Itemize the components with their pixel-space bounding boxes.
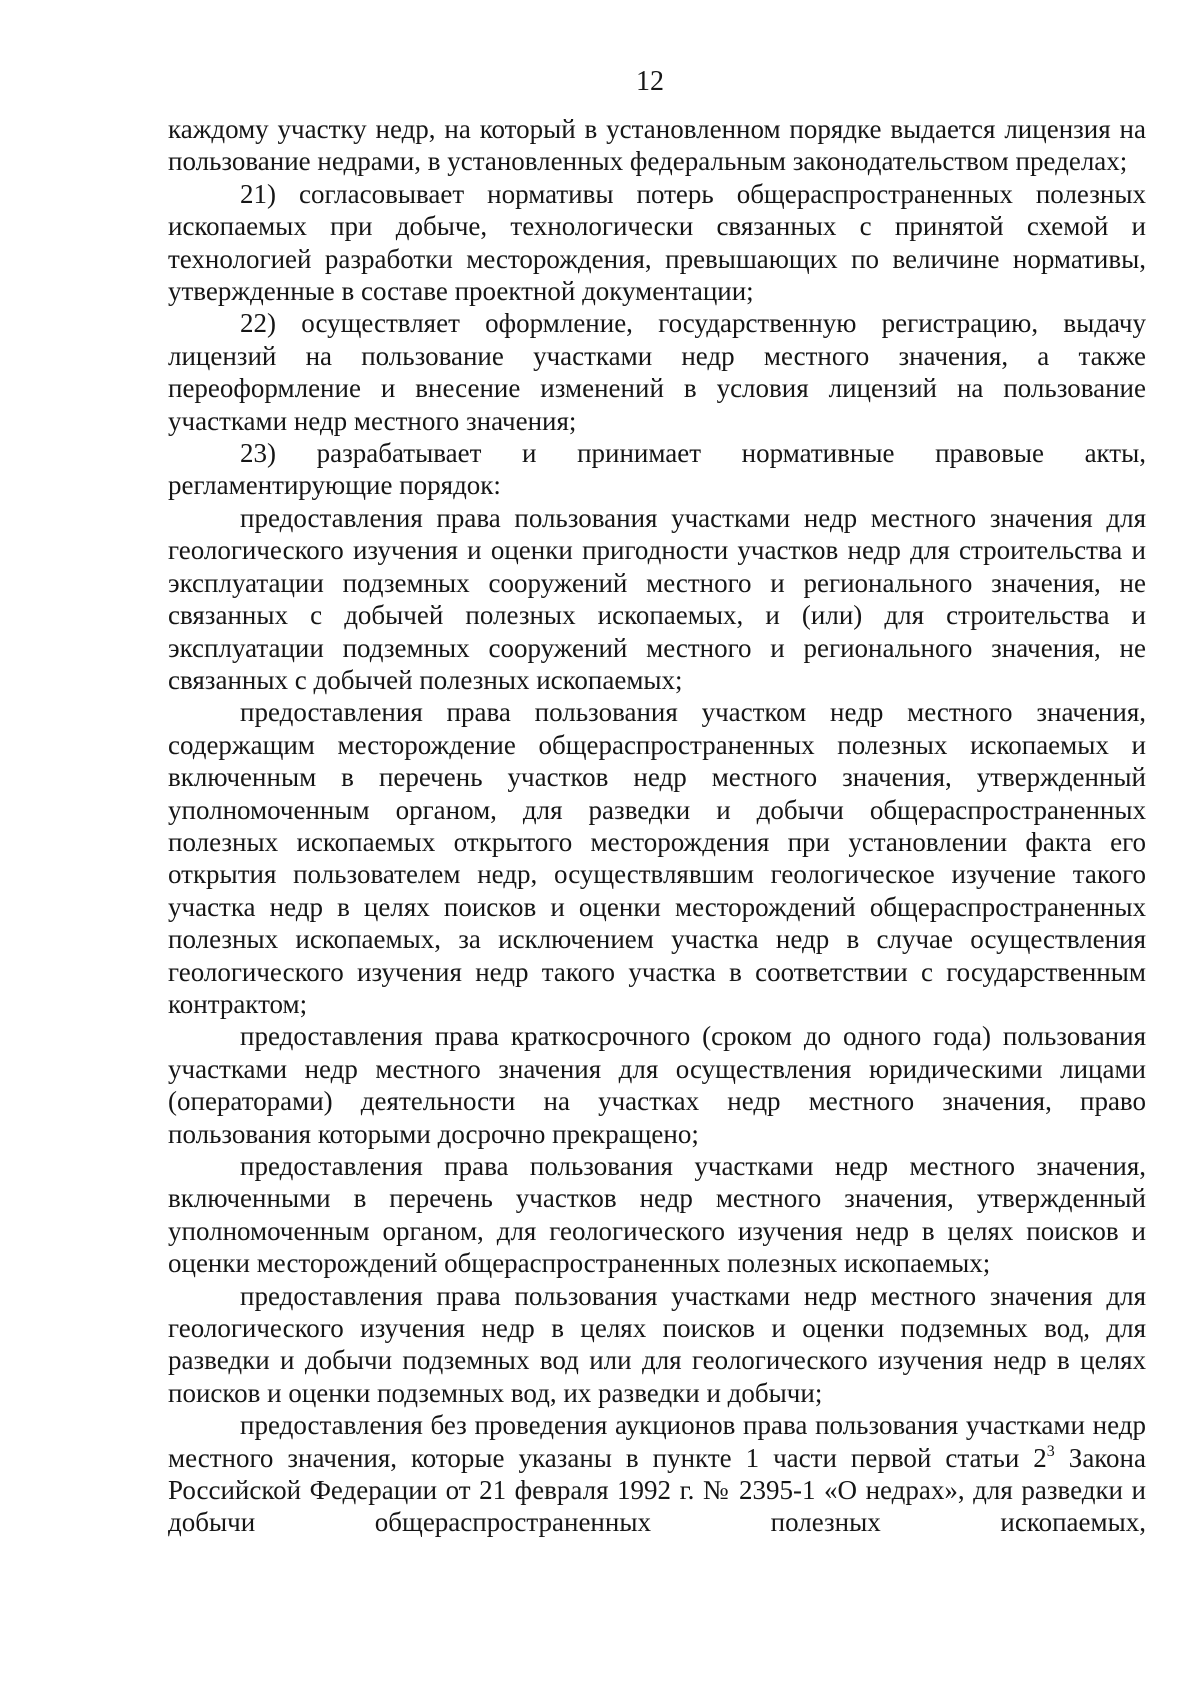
- paragraph-sub-4: предоставления права пользования участками недр местного значения, включенными в перечень участков недр местного значения, утвержденный уполномоченным органом, для геологического изучения недр в целях поисков и оценки месторождений общераспространенных полезных ископаемых;: [168, 1151, 1146, 1279]
- paragraph-continuation: каждому участку недр, на который в установленном порядке выдается лицензия на пользование недрами, в установленных федеральным законодательством пределах;: [168, 114, 1146, 177]
- paragraph-text: Закона Российской Федерации от 21 февраля 1992 г. № 2395-1 «О недрах», для разведки и добычи общераспространенных полезных ископаемых,: [168, 1442, 1146, 1538]
- paragraph-item-23: 23) разрабатывает и принимает нормативные правовые акты, регламентирующие порядок:: [168, 438, 1146, 501]
- paragraph-sub-5: предоставления права пользования участками недр местного значения для геологического изучения недр в целях поисков и оценки подземных вод, для разведки и добычи подземных вод или для геологического изучения недр в целях поисков и оценки подземных вод, их разведки и добычи;: [168, 1280, 1146, 1408]
- paragraph-sub-2: предоставления права пользования участком недр местного значения, содержащим месторождение общераспространенных полезных ископаемых и включенным в перечень участков недр местного значения, утвержденный уполномоченным органом, для разведки и добычи общераспространенных полезных ископаемых открытого месторождения при установлении факта его открытия пользователем недр, осуществлявшим геологическое изучение такого участка недр в целях поисков и оценки месторождений общераспространенных полезных ископаемых, за исключением участка недр в случае осуществления геологического изучения недр такого участка в соответствии с государственным контрактом;: [168, 697, 1146, 1019]
- document-body: [168, 113, 1146, 1539]
- paragraph-sub-6: [168, 1409, 1146, 1539]
- page-number: 12: [636, 66, 664, 97]
- paragraph-text: предоставления без проведения аукционов права пользования участками недр местного значения, которые указаны в пункте 1 части первой статьи 2: [168, 1410, 1146, 1473]
- paragraph-item-22: 22) осуществляет оформление, государственную регистрацию, выдачу лицензий на пользование участками недр местного значения, а также переоформление и внесение изменений в условия лицензий на пользование участками недр местного значения;: [168, 308, 1146, 436]
- paragraph-sub-1: предоставления права пользования участками недр местного значения для геологического изучения и оценки пригодности участков недр для строительства и эксплуатации подземных сооружений местного и регионального значения, не связанных с добычей полезных ископаемых, и (или) для строительства и эксплуатации подземных сооружений местного и регионального значения, не связанных с добычей полезных ископаемых;: [168, 502, 1146, 695]
- paragraph-sub-3: предоставления права краткосрочного (сроком до одного года) пользования участками недр местного значения для осуществления юридическими лицами (операторами) деятельности на участках недр местного значения, право пользования которыми досрочно прекращено;: [168, 1021, 1146, 1149]
- paragraph-item-21: 21) согласовывает нормативы потерь общераспространенных полезных ископаемых при добыче, технологически связанных с принятой схемой и технологией разработки месторождения, превышающих по величине нормативы, утвержденные в составе проектной документации;: [168, 178, 1146, 307]
- article-superscript: 3: [1046, 1442, 1055, 1460]
